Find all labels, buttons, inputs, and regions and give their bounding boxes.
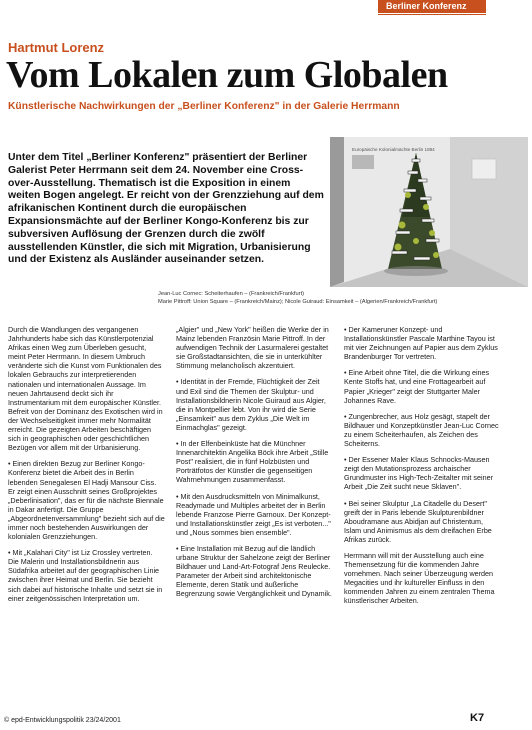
text-column-1 [8,325,165,610]
article-title: Vom Lokalen zum Globalen [6,54,448,96]
exhibition-photo-illustration [330,137,528,287]
paragraph: „Algier" und „New York" heißen die Werke der in Mainz lebenden Französin Marie Pittroff. In der aufwendigen Technik der Lasurmalerei gestaltet sie Großstadtansichten, die sie in unterkühlter Stimmung melancholisch akzentuiert. [176,325,329,371]
photo-wall-text: Europäische Kolonialmächte Berlin 1884 [352,147,435,152]
paragraph: • In der Elfenbeinküste hat die Münchner Innenarchitektin Angelika Böck ihre Arbeit „Stille Post" realisiert, die in fünf Holzbüsten und Porträtfotos der Künstler die gegenseitigen Wahrnehmungen zusammenfasst. [176,439,329,485]
paragraph: • Eine Installation mit Bezug auf die ländlich urbane Struktur der Sahelzone zeigt der Berliner Bildhauer und Land-Art-Fotograf Jens Reulecke. Parameter der Arbeit sind architektonische Elemente, deren Statik und äußerliche Begrenzung sowie Vergänglichkeit und Dynamik. [176,543,332,599]
page-number: K7 [470,712,485,724]
article-subtitle: Künstlerische Nachwirkungen der „Berliner Konferenz" in der Galerie Herrmann [8,101,400,112]
paragraph: • Zungenbrecher, aus Holz gesägt, stapelt der Bildhauer und Konzeptkünstler Jean-Luc Cornec zu einem Scheiterhaufen, als Zeichen des Scheiterns. [344,411,499,449]
paragraph: Durch die Wandlungen des vergangenen Jahrhunderts habe sich das Künstlerpotenzial Afrikas einen Weg zum Überleben gesucht, meint Peter Herrmann. In diesem Umbruch veränderte sich die Kunst vom Funktionalen des lokalen Gebrauchs zur interpretierenden nationalen und internationalen Aussage. Im neuen Jahrtausend deckt sich ihr Instrumentarium mit dem europäischer Künstler. Befreit von der Dominanz des Exotischen wird in der Wechselseitigkeit immer mehr Normalität erreicht. Die gezeigten Arbeiten beschäftigen sich in geographischen oder geschichtlichen Bezügen vor allem mit der Urbanisierung. [8,325,163,453]
section-tag: Berliner Konferenz [378,0,486,13]
paragraph: Herrmann will mit der Ausstellung auch eine Themensetzung für die kommenden Jahre vornehmen. Nach seiner Überzeugung werden Megacities und ihr kultureller Einfluss in den kommenden Jahren zu einem zentralen Thema künstlerischer Arbeiten. [344,550,495,606]
copyright-footer: © epd-Entwicklungspolitik 23/24/2001 [4,717,121,724]
paragraph: • Einen direkten Bezug zur Berliner Kongo-Konferenz bietet die Arbeit des in Berlin lebenden Senegalesen El Hadji Mansour Ciss. Er zeigt einen Ausschnitt seines Großprojektes „Deberlinisation", das er für die nächste Biennale in Dakar anfertigt. Die Gruppe „Abgeordnetenversammlung" bezieht sich auf die immer noch bestehenden Auswirkungen der kolonialen Grenzziehungen. [8,459,165,542]
photo-caption [158,290,528,306]
paragraph: • Mit den Ausdrucksmitteln von Minimalkunst, Readymade und Multiples arbeitet der in Berlin lebende Franzose Pierre Garnoux. Der Konzept- und Installationskünstler zeigt „Es ist verboten..." und „Nous sommes bien ensemble". [176,491,331,537]
author-name: Hartmut Lorenz [8,40,105,55]
paragraph: • Der Kameruner Konzept- und Installationskünstler Pascale Marthine Tayou ist mit vier Zeichnungen auf Papier aus dem Zyklus Brandenburger Tor vertreten. [344,325,498,362]
paragraph: • Eine Arbeit ohne Titel, die die Wirkung eines Kente Stoffs hat, und eine Frottagearbeit auf Papier „Krieger" zeigt der Stuttgarter Maler Johannes Rave. [344,368,490,405]
text-column-3 [344,325,501,613]
paragraph: • Der Essener Maler Klaus Schnocks-Mausen zeigt den Mutationsprozess archaischer Grundmuster ins High-Tech-Zeitalter mit seiner Arbeit „Die Zeit sucht neue Sklaven". [344,455,493,492]
text-column-2 [176,325,333,606]
lead-paragraph: Unter dem Titel „Berliner Konferenz" präsentiert der Berliner Galerist Peter Herrmann seit dem 24. November eine Cross-over-Ausstellung. Thematisch ist die Exposition in einem weiten Bogen angelegt. Er reicht von der Grenzziehung auf dem afrikanischen Kontinent durch die europäischen Expansionsmächte auf der Berliner Kongo-Konferenz bis zur subversiven Auflösung der Grenzen durch die zwölf ausstellenden Künstler, die sich mit Migration, Urbanisierung und der Existenz als Ausländer auseinander setzen. [8,152,324,266]
section-tag-rule [378,14,486,15]
exhibition-photo [330,137,528,287]
caption-line: Jean-Luc Cornec: Scheiterhaufen – (Frankreich/Frankfurt) [158,291,305,297]
caption-line: Marie Pittroff: Union Square – (Frankreich/Mainz); Nicole Guiraud: Einsamkeit – (Algerien/Frankreich/Frankfurt) [158,299,438,305]
paragraph: • Bei seiner Skulptur „La Citadelle du Desert" greift der in Paris lebende Skulpturenbildner Aboudramane aus Abidjan auf Christentum, Islam und Animismus als dem dreifachen Erbe Afrikas zurück. [344,498,492,544]
paragraph: • Identität in der Fremde, Flüchtigkeit der Zeit und Exil sind die Themen der Skulptur- und Installationsbildnerin Nicole Guiraud aus Algier, die in Montpellier lebt. Von ihr wird die Serie „Einsamkeit" aus dem Zyklus „Die Welt im Einmachglas" gezeigt. [176,377,326,432]
paragraph: • Mit „Kalahari City" ist Liz Crossley vertreten. Die Malerin und Installationsbildnerin aus Südafrika arbeitet auf der geographischen Linie zwischen ihrer Heimat und Berlin. Sie bezieht sich dabei auf historische Inhalte und setzt sie in einer zeitgenössischen Interpretation um. [8,548,163,603]
